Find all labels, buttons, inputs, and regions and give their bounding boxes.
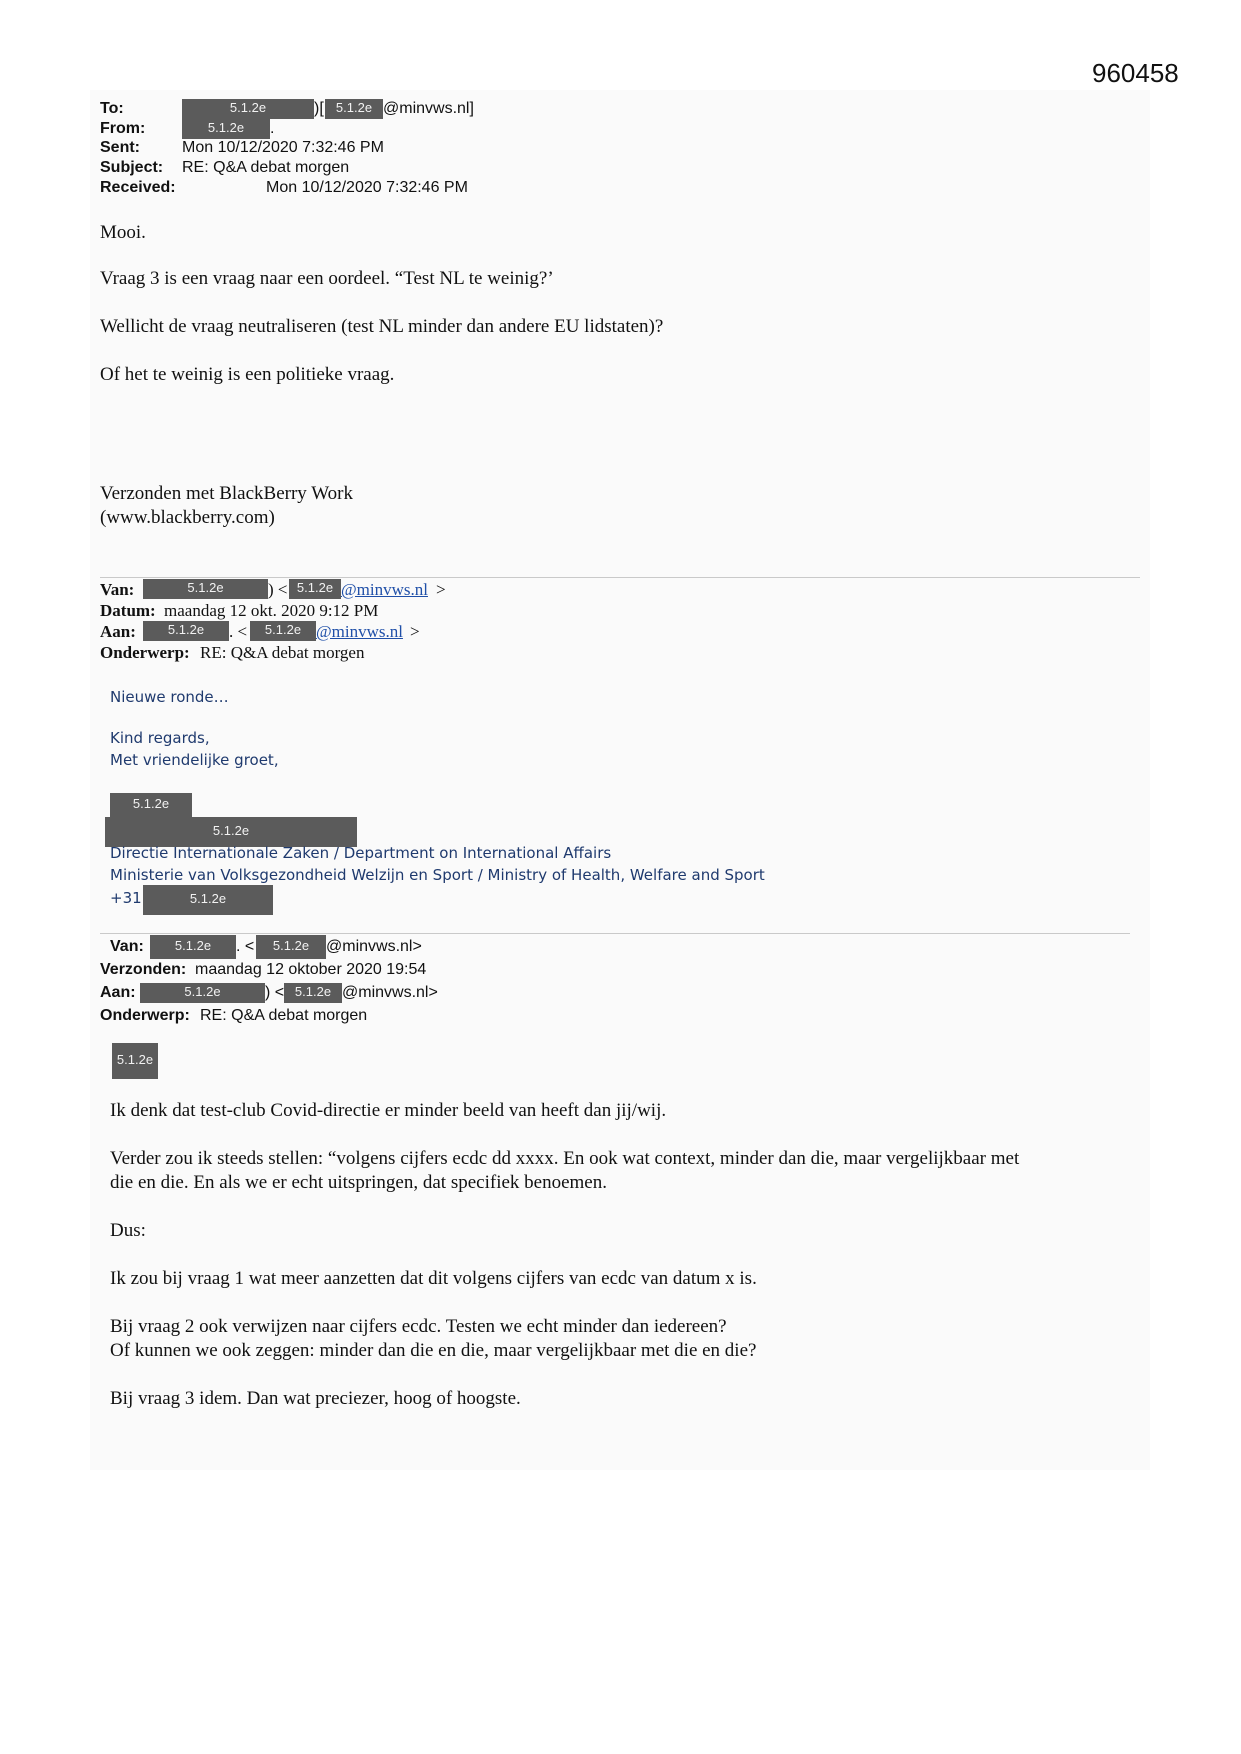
phone-prefix: +31 bbox=[110, 889, 142, 907]
subject-value: RE: Q&A debat morgen bbox=[182, 159, 350, 176]
body-paragraph: Of het te weinig is een politieke vraag. bbox=[100, 364, 395, 385]
redaction: 5.1.2e bbox=[112, 1043, 158, 1079]
onderwerp-label: Onderwerp: bbox=[100, 643, 190, 662]
redaction: 5.1.2e bbox=[105, 817, 357, 847]
redaction: 5.1.2e bbox=[150, 935, 236, 959]
body-paragraph: Met vriendelijke groet, bbox=[110, 751, 279, 769]
redaction: 5.1.2e bbox=[250, 621, 316, 641]
divider bbox=[100, 577, 1140, 578]
body-paragraph: Vraag 3 is een vraag naar een oordeel. “Test NL te weinig?’ bbox=[100, 268, 554, 289]
van-label: Van: bbox=[110, 938, 144, 955]
redaction: 5.1.2e bbox=[182, 119, 270, 139]
from-label: From: bbox=[100, 120, 146, 137]
redaction: 5.1.2e bbox=[143, 885, 273, 915]
body-paragraph: Ik denk dat test-club Covid-directie er minder beeld van heeft dan jij/wij. bbox=[110, 1100, 667, 1121]
redaction: 5.1.2e bbox=[325, 99, 383, 119]
to-separator: )[ bbox=[314, 100, 324, 117]
document-background bbox=[90, 90, 1150, 1470]
datum-label: Datum: bbox=[100, 601, 156, 620]
body-paragraph: die en die. En als we er echt uitspringen, dat specifiek benoemen. bbox=[110, 1172, 607, 1193]
aan-label: Aan: bbox=[100, 622, 136, 641]
to-domain: @minvws.nl] bbox=[383, 100, 474, 117]
from-suffix: . bbox=[270, 120, 275, 137]
redaction: 5.1.2e bbox=[284, 983, 342, 1003]
body-paragraph: Kind regards, bbox=[110, 729, 210, 747]
aan-separator: ) < bbox=[265, 984, 285, 1001]
aan-domain: @minvws.nl> bbox=[342, 984, 438, 1001]
redaction: 5.1.2e bbox=[143, 579, 268, 599]
van-close: > bbox=[436, 580, 446, 599]
body-paragraph: Mooi. bbox=[100, 222, 146, 243]
aan-separator: . < bbox=[229, 622, 248, 641]
van-label: Van: bbox=[100, 580, 135, 599]
van-email-link[interactable]: @minvws.nl bbox=[341, 580, 428, 599]
onderwerp-value: RE: Q&A debat morgen bbox=[200, 643, 365, 662]
signature-line: (www.blackberry.com) bbox=[100, 507, 275, 528]
onderwerp-label: Onderwerp: bbox=[100, 1007, 190, 1024]
redaction: 5.1.2e bbox=[182, 99, 314, 119]
datum-value: maandag 12 okt. 2020 9:12 PM bbox=[164, 601, 379, 620]
verzonden-value: maandag 12 oktober 2020 19:54 bbox=[195, 961, 427, 978]
aan-label: Aan: bbox=[100, 984, 136, 1001]
sent-label: Sent: bbox=[100, 139, 140, 156]
body-paragraph: Verder zou ik steeds stellen: “volgens cijfers ecdc dd xxxx. En ook wat context, minder dan die, maar vergelijkbaar met bbox=[110, 1148, 1020, 1169]
body-paragraph: Bij vraag 3 idem. Dan wat preciezer, hoog of hoogste. bbox=[110, 1388, 521, 1409]
body-paragraph: Wellicht de vraag neutraliseren (test NL minder dan andere EU lidstaten)? bbox=[100, 316, 664, 337]
body-paragraph: Dus: bbox=[110, 1220, 146, 1241]
department-line: Directie Internationale Zaken / Department on International Affairs bbox=[110, 844, 612, 862]
ministry-line: Ministerie van Volksgezondheid Welzijn en Sport / Ministry of Health, Welfare and Sport bbox=[110, 866, 765, 884]
received-value: Mon 10/12/2020 7:32:46 PM bbox=[266, 179, 468, 196]
van-domain: @minvws.nl> bbox=[326, 938, 422, 955]
body-paragraph: Ik zou bij vraag 1 wat meer aanzetten dat dit volgens cijfers van ecdc van datum x is. bbox=[110, 1268, 757, 1289]
redaction: 5.1.2e bbox=[256, 935, 326, 959]
redaction: 5.1.2e bbox=[140, 983, 265, 1003]
body-paragraph: Of kunnen we ook zeggen: minder dan die en die, maar vergelijkbaar met die en die? bbox=[110, 1340, 757, 1361]
redaction: 5.1.2e bbox=[143, 621, 229, 641]
document-number: 960458 bbox=[1092, 58, 1179, 88]
onderwerp-value: RE: Q&A debat morgen bbox=[200, 1007, 368, 1024]
aan-email-link[interactable]: @minvws.nl bbox=[316, 622, 403, 641]
to-label: To: bbox=[100, 100, 124, 117]
van-separator: ) < bbox=[268, 580, 288, 599]
received-label: Received: bbox=[100, 179, 176, 196]
sent-value: Mon 10/12/2020 7:32:46 PM bbox=[182, 139, 384, 156]
verzonden-label: Verzonden: bbox=[100, 961, 187, 978]
signature-line: Verzonden met BlackBerry Work bbox=[100, 483, 353, 504]
aan-close: > bbox=[410, 622, 420, 641]
divider bbox=[100, 933, 1130, 934]
van-separator: . < bbox=[236, 938, 255, 955]
body-paragraph: Bij vraag 2 ook verwijzen naar cijfers ecdc. Testen we echt minder dan iedereen? bbox=[110, 1316, 727, 1337]
redaction: 5.1.2e bbox=[289, 579, 341, 599]
body-paragraph: Nieuwe ronde… bbox=[110, 688, 229, 706]
redaction: 5.1.2e bbox=[110, 793, 192, 817]
subject-label: Subject: bbox=[100, 159, 164, 176]
